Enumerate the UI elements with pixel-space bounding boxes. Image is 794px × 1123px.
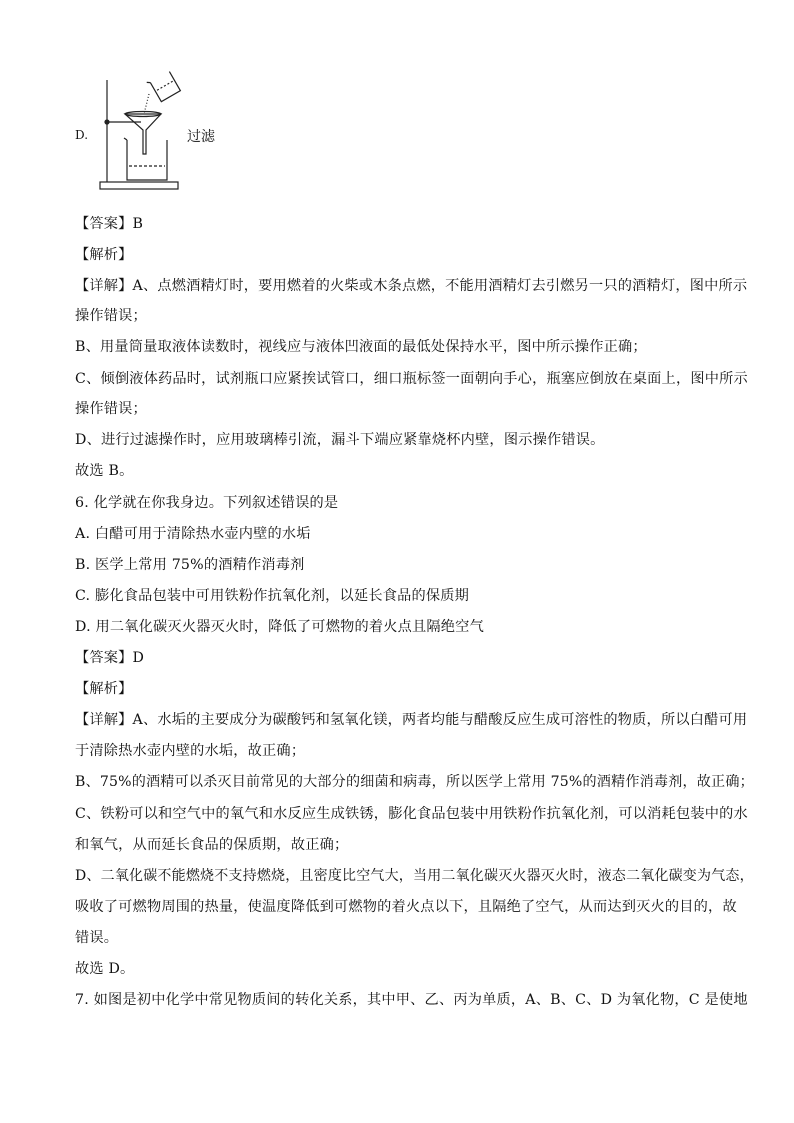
filtration-apparatus-icon	[97, 70, 189, 194]
filtration-figure	[75, 70, 275, 195]
explanation-line: B、用量筒量取液体读数时，视线应与液体凹液面的最低处保持水平，图中所示操作正确；	[75, 339, 647, 355]
explanation-line: 操作错误；	[75, 308, 147, 324]
explanation-line: D、二氧化碳不能燃烧不支持燃烧，且密度比空气大，当用二氧化碳灭火器灭火时，液态二氧化碳变为气态，	[75, 868, 754, 884]
conclusion-line: 故选 D。	[75, 961, 135, 977]
explanation-line: 和氧气，从而延长食品的保质期，故正确；	[75, 837, 349, 853]
explanation-line: B、75%的酒精可以杀灭目前常见的大部分的细菌和病毒，所以医学上常用 75%的酒精作消毒剂，故正确；	[75, 774, 754, 790]
explanation-line: D、进行过滤操作时，应用玻璃棒引流，漏斗下端应紧靠烧杯内壁，图示操作错误。	[75, 432, 605, 448]
explanation-line: 【详解】A、水垢的主要成分为碳酸钙和氢氧化镁，两者均能与醋酸反应生成可溶性的物质，所以白醋可用	[75, 712, 748, 728]
explanation-line: 于清除热水壶内壁的水垢，故正确；	[75, 743, 306, 759]
option-line: C. 膨化食品包装中可用铁粉作抗氧化剂，以延长食品的保质期	[75, 588, 470, 604]
analysis-label: 【解析】	[75, 247, 133, 263]
explanation-line: 吸收了可燃物周围的热量，使温度降低到可燃物的着火点以下，且隔绝了空气，从而达到灭火的目的，故	[75, 899, 737, 915]
question-stem: 7. 如图是初中化学中常见物质间的转化关系，其中甲、乙、丙为单质，A、B、C、D 为氧化物，C 是使地	[75, 992, 748, 1008]
figure-option-letter: D.	[75, 128, 89, 142]
conclusion-line: 故选 B。	[75, 463, 134, 479]
question-stem: 6. 化学就在你我身边。下列叙述错误的是	[75, 495, 339, 511]
explanation-line: 操作错误；	[75, 401, 147, 417]
analysis-label: 【解析】	[75, 681, 133, 697]
answer-label: 【答案】D	[75, 650, 145, 666]
explanation-line: C、倾倒液体药品时，试剂瓶口应紧挨试管口，细口瓶标签一面朝向手心，瓶塞应倒放在桌面上，图中所示	[75, 371, 748, 387]
option-line: D. 用二氧化碳灭火器灭火时，降低了可燃物的着火点且隔绝空气	[75, 619, 484, 635]
answer-label: 【答案】B	[75, 216, 144, 232]
explanation-line: 【详解】A、点燃酒精灯时，要用燃着的火柴或木条点燃，不能用酒精灯去引燃另一只的酒精灯，图中所示	[75, 278, 748, 294]
explanation-line: C、铁粉可以和空气中的氧气和水反应生成铁锈，膨化食品包装中用铁粉作抗氧化剂，可以消耗包装中的水	[75, 806, 748, 822]
option-line: B. 医学上常用 75%的酒精作消毒剂	[75, 557, 305, 573]
explanation-line: 错误。	[75, 930, 119, 946]
figure-caption: 过滤	[187, 129, 215, 145]
option-line: A. 白醋可用于清除热水壶内壁的水垢	[75, 526, 311, 542]
